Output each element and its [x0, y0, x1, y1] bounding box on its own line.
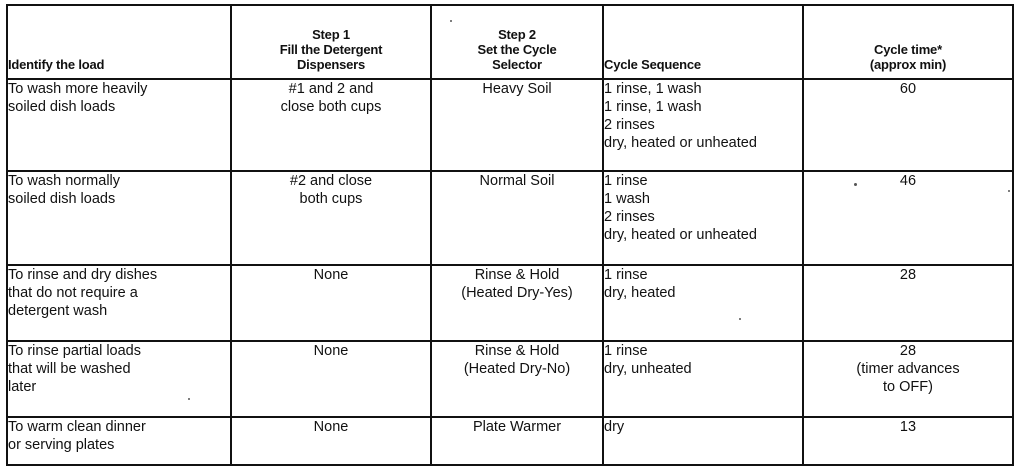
cycle-chart-sheet	[6, 4, 1012, 470]
table-row	[7, 171, 1013, 265]
table-row	[7, 79, 1013, 171]
scan-speck	[739, 318, 741, 320]
time-cell: 28	[803, 265, 1013, 341]
header-cycle-time: Cycle time* (approx min)	[803, 5, 1013, 79]
selector-cell: Heavy Soil	[431, 79, 603, 171]
load-cell: To rinse and dry dishes that do not require a detergent wash	[7, 265, 231, 341]
detergent-cell: #2 and close both cups	[231, 171, 431, 265]
sequence-cell: dry	[603, 417, 803, 465]
scan-speck	[854, 183, 857, 186]
selector-cell: Normal Soil	[431, 171, 603, 265]
time-cell: 13	[803, 417, 1013, 465]
sequence-cell: 1 rinse dry, heated	[603, 265, 803, 341]
detergent-cell: None	[231, 341, 431, 417]
time-cell: 46	[803, 171, 1013, 265]
scan-speck	[188, 398, 190, 400]
selector-cell: Plate Warmer	[431, 417, 603, 465]
load-cell: To wash normally soiled dish loads	[7, 171, 231, 265]
header-step-1: Step 1 Fill the Detergent Dispensers	[231, 5, 431, 79]
load-cell: To wash more heavily soiled dish loads	[7, 79, 231, 171]
detergent-cell: None	[231, 417, 431, 465]
dishwasher-cycle-table	[6, 4, 1014, 466]
time-cell: 60	[803, 79, 1013, 171]
load-cell: To rinse partial loads that will be washed later	[7, 341, 231, 417]
header-identify-load: Identify the load	[7, 5, 231, 79]
selector-cell: Rinse & Hold (Heated Dry-No)	[431, 341, 603, 417]
sequence-cell: 1 rinse 1 wash 2 rinses dry, heated or unheated	[603, 171, 803, 265]
detergent-cell: #1 and 2 and close both cups	[231, 79, 431, 171]
load-cell: To warm clean dinner or serving plates	[7, 417, 231, 465]
selector-cell: Rinse & Hold (Heated Dry-Yes)	[431, 265, 603, 341]
scan-speck	[1008, 190, 1010, 192]
sequence-cell: 1 rinse, 1 wash 1 rinse, 1 wash 2 rinses dry, heated or unheated	[603, 79, 803, 171]
header-row	[7, 5, 1013, 79]
table-row	[7, 265, 1013, 341]
header-cycle-sequence: Cycle Sequence	[603, 5, 803, 79]
table-row	[7, 341, 1013, 417]
time-cell: 28 (timer advances to OFF)	[803, 341, 1013, 417]
table-row	[7, 417, 1013, 465]
scan-speck	[450, 20, 452, 22]
detergent-cell: None	[231, 265, 431, 341]
header-step-2: Step 2 Set the Cycle Selector	[431, 5, 603, 79]
sequence-cell: 1 rinse dry, unheated	[603, 341, 803, 417]
